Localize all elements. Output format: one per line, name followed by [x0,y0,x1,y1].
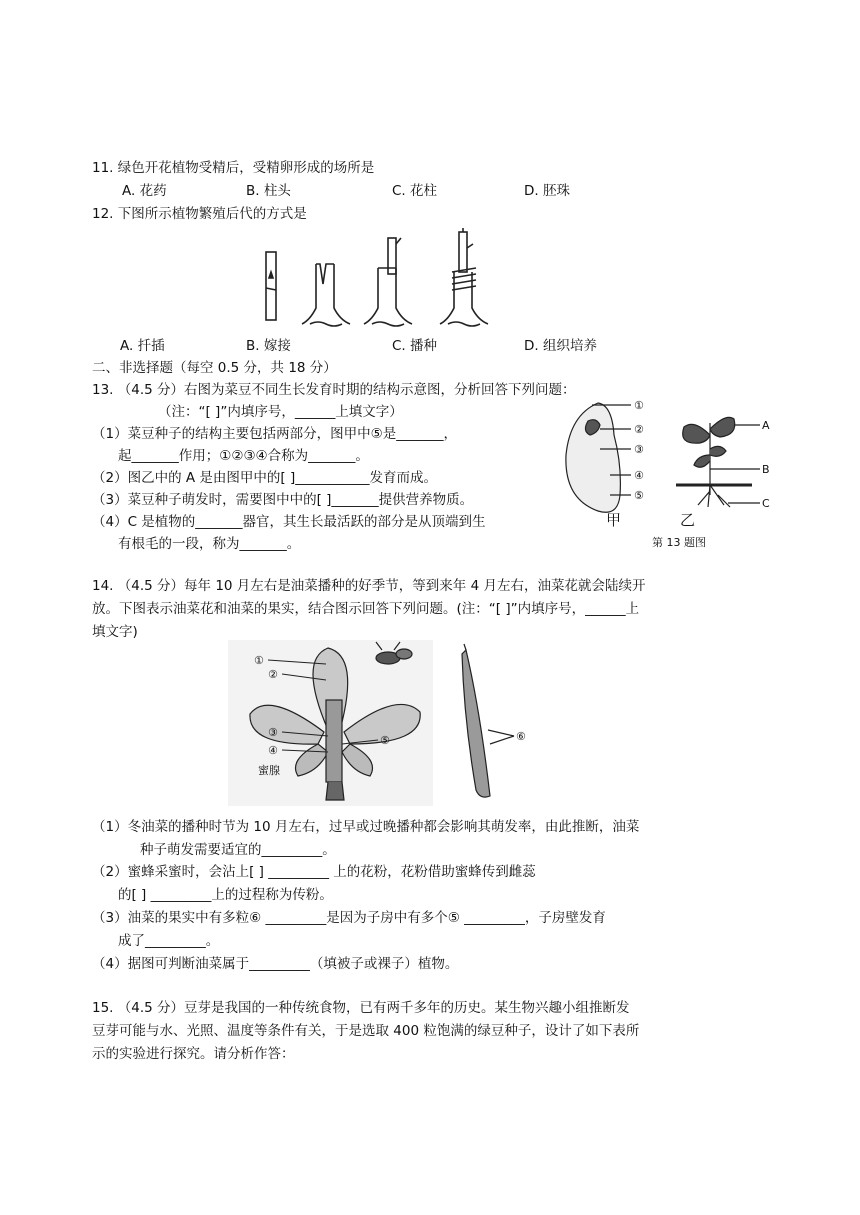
seed-label-4: ④ [634,469,644,482]
q14-part1a: （1）冬油菜的播种时节为 10 月左右，过早或过晚播种都会影响其萌发率，由此推断，油菜 [92,819,640,835]
q13-part2: （2）图乙中的 A 是由图甲中的[ ]___________发育而成。 [92,470,437,486]
q15-line1: 15. （4.5 分）豆芽是我国的一种传统食物，已有两千多年的历史。某生物兴趣小组推断发 [92,1000,630,1016]
bean-figure [548,395,784,530]
q14-part2b: 的[ ] _________上的过程称为传粉。 [118,887,333,903]
q13-part4a: （4）C 是植物的_______器官，其生长最活跃的部分是从顶端到生 [92,514,486,530]
q15-line3: 示的实验进行探究。请分析作答： [92,1046,295,1062]
q14-line1: 14. （4.5 分）每年 10 月左右是油菜播种的好季节，等到来年 4 月左右，油菜花就会陆续开 [92,578,646,594]
fruit-label-6: ⑥ [516,730,526,743]
q14-part1b: 种子萌发需要适宜的_________。 [140,842,336,858]
flower-label-5: ⑤ [380,734,390,747]
q14-line3: 填文字) [92,624,138,640]
seed-label-1: ① [634,399,644,412]
q14-line2: 放。下图表示油菜花和油菜的果实，结合图示回答下列问题。(注：“[ ]”内填序号，______上 [92,601,640,617]
q14-part4: （4）据图可判断油菜属于_________（填被子或裸子）植物。 [92,956,459,972]
q12-option-b: B. 嫁接 [246,338,291,354]
seedling-label-b: B [762,463,770,476]
q13-part1a: （1）菜豆种子的结构主要包括两部分，图甲中⑤是_______， [92,426,457,442]
q11-option-a: A. 花药 [122,183,167,199]
q14-part2a: （2）蜜蜂采蜜时，会沾上[ ] _________ 上的花粉，花粉借助蜜蜂传到雌蕊 [92,864,536,880]
q11-option-b: B. 柱头 [246,183,291,199]
seedling-label-a: A [762,419,770,432]
q13-stem: 13. （4.5 分）右图为菜豆不同生长发育时期的结构示意图，分析回答下列问题： [92,382,576,398]
seedling-label-c: C [762,497,770,510]
grafting-figure [250,228,495,330]
q12-stem: 12. 下图所示植物繁殖后代的方式是 [92,206,307,222]
q14-part3a: （3）油菜的果实中有多粒⑥ _________是因为子房中有多个⑤ _________，子房壁发育 [92,910,606,926]
q13-note: （注：“[ ]”内填序号，______上填文字） [158,404,403,420]
q13-figure-caption: 第 13 题图 [652,536,706,549]
seed-label-5: ⑤ [634,489,644,502]
q15-line2: 豆芽可能与水、光照、温度等条件有关，于是选取 400 粒饱满的绿豆种子，设计了如下表所 [92,1023,640,1039]
q12-option-d: D. 组织培养 [524,338,597,354]
flower-label-1: ① [254,654,264,667]
q11-option-c: C. 花柱 [392,183,438,199]
q11-option-d: D. 胚珠 [524,183,570,199]
q14-part3b: 成了_________。 [118,933,220,949]
q13-part3: （3）菜豆种子萌发时，需要图中中的[ ]_______提供营养物质。 [92,492,474,508]
q12-option-c: C. 播种 [392,338,438,354]
seed-label-2: ② [634,423,644,436]
flower-label-2: ② [268,668,278,681]
rape-flower-figure [228,640,540,808]
figure-label-jia: 甲 [606,511,622,529]
q13-part4b: 有根毛的一段，称为_______。 [118,536,301,552]
nectary-label: 蜜腺 [258,764,280,777]
section-title: 二、非选择题（每空 0.5 分，共 18 分） [92,360,337,376]
flower-label-4: ④ [268,744,278,757]
q13-part1b: 起_______作用；①②③④合称为_______。 [118,448,369,464]
figure-label-yi: 乙 [680,511,696,529]
flower-label-3: ③ [268,726,278,739]
q12-option-a: A. 扦插 [120,338,165,354]
q11-stem: 11. 绿色开花植物受精后，受精卵形成的场所是 [92,160,375,176]
seed-label-3: ③ [634,443,644,456]
